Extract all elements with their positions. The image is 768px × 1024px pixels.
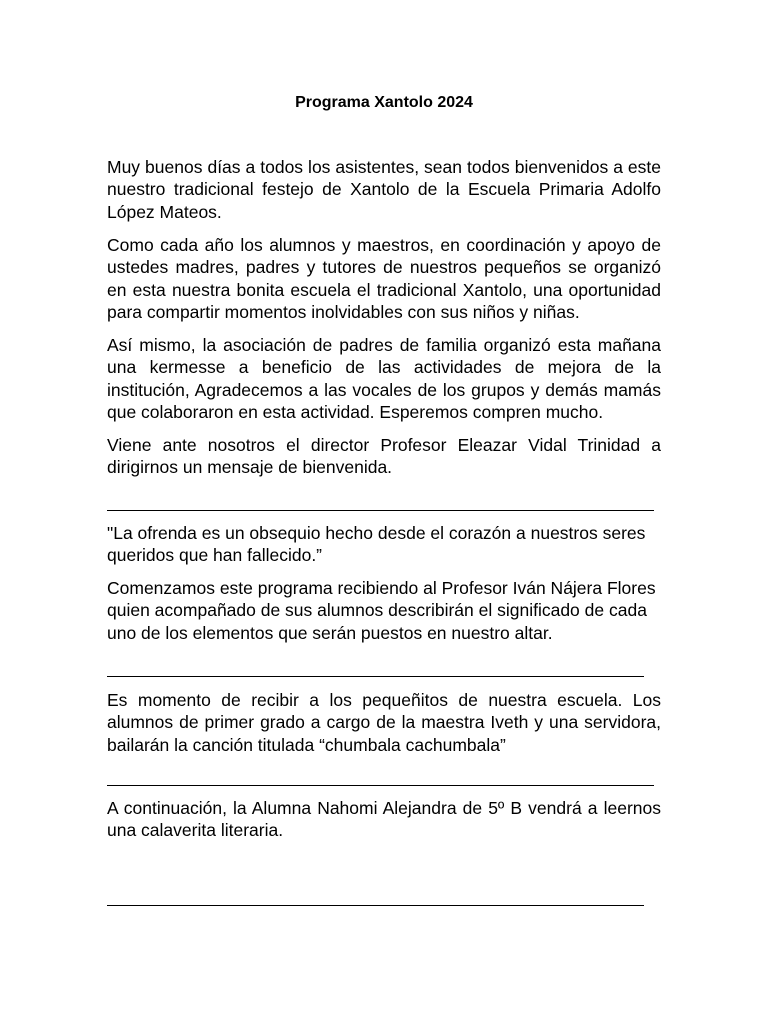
paragraph-director: Viene ante nosotros el director Profesor Eleazar Vidal Trinidad a dirigirnos un mensaje de bienvenida. — [107, 435, 661, 478]
paragraph-altar: Comenzamos este programa recibiendo al Profesor Iván Nájera Flores quien acompañado de sus alumnos describirán el significado de cada uno de los elementos que serán puestos en nuestro altar. — [107, 578, 656, 643]
paragraph-organization: Como cada año los alumnos y maestros, en coordinación y apoyo de ustedes madres, padres y tutores de nuestros pequeños se organizó en esta nuestra bonita escuela el tradicional Xantolo, una oportunidad para compartir momentos inolvidables con sus niños y niñas. — [107, 235, 661, 322]
paragraph-calaverita: A continuación, la Alumna Nahomi Alejandra de 5º B vendrá a leernos una calaverita literaria. — [107, 798, 661, 841]
separator-line — [107, 785, 654, 786]
separator-line — [107, 510, 654, 511]
separator-line — [107, 676, 644, 677]
paragraph-welcome: Muy buenos días a todos los asistentes, sean todos bienvenidos a este nuestro tradicional festejo de Xantolo de la Escuela Primaria Adolfo López Mateos. — [107, 157, 661, 222]
paragraph-kermesse: Así mismo, la asociación de padres de familia organizó esta mañana una kermesse a beneficio de las actividades de mejora de la institución, Agradecemos a las vocales de los grupos y demás mamás que colaboraron en esta actividad. Esperemos compren mucho. — [107, 335, 661, 422]
paragraph-ofrenda-quote: "La ofrenda es un obsequio hecho desde el corazón a nuestros seres queridos que han fallecido.” — [107, 523, 646, 566]
document-title: Programa Xantolo 2024 — [295, 94, 473, 111]
paragraph-first-grade-dance: Es momento de recibir a los pequeñitos de nuestra escuela. Los alumnos de primer grado a cargo de la maestra Iveth y una servidora, bailarán la canción titulada “chumbala cachumbala” — [107, 690, 661, 755]
separator-line — [107, 905, 644, 906]
